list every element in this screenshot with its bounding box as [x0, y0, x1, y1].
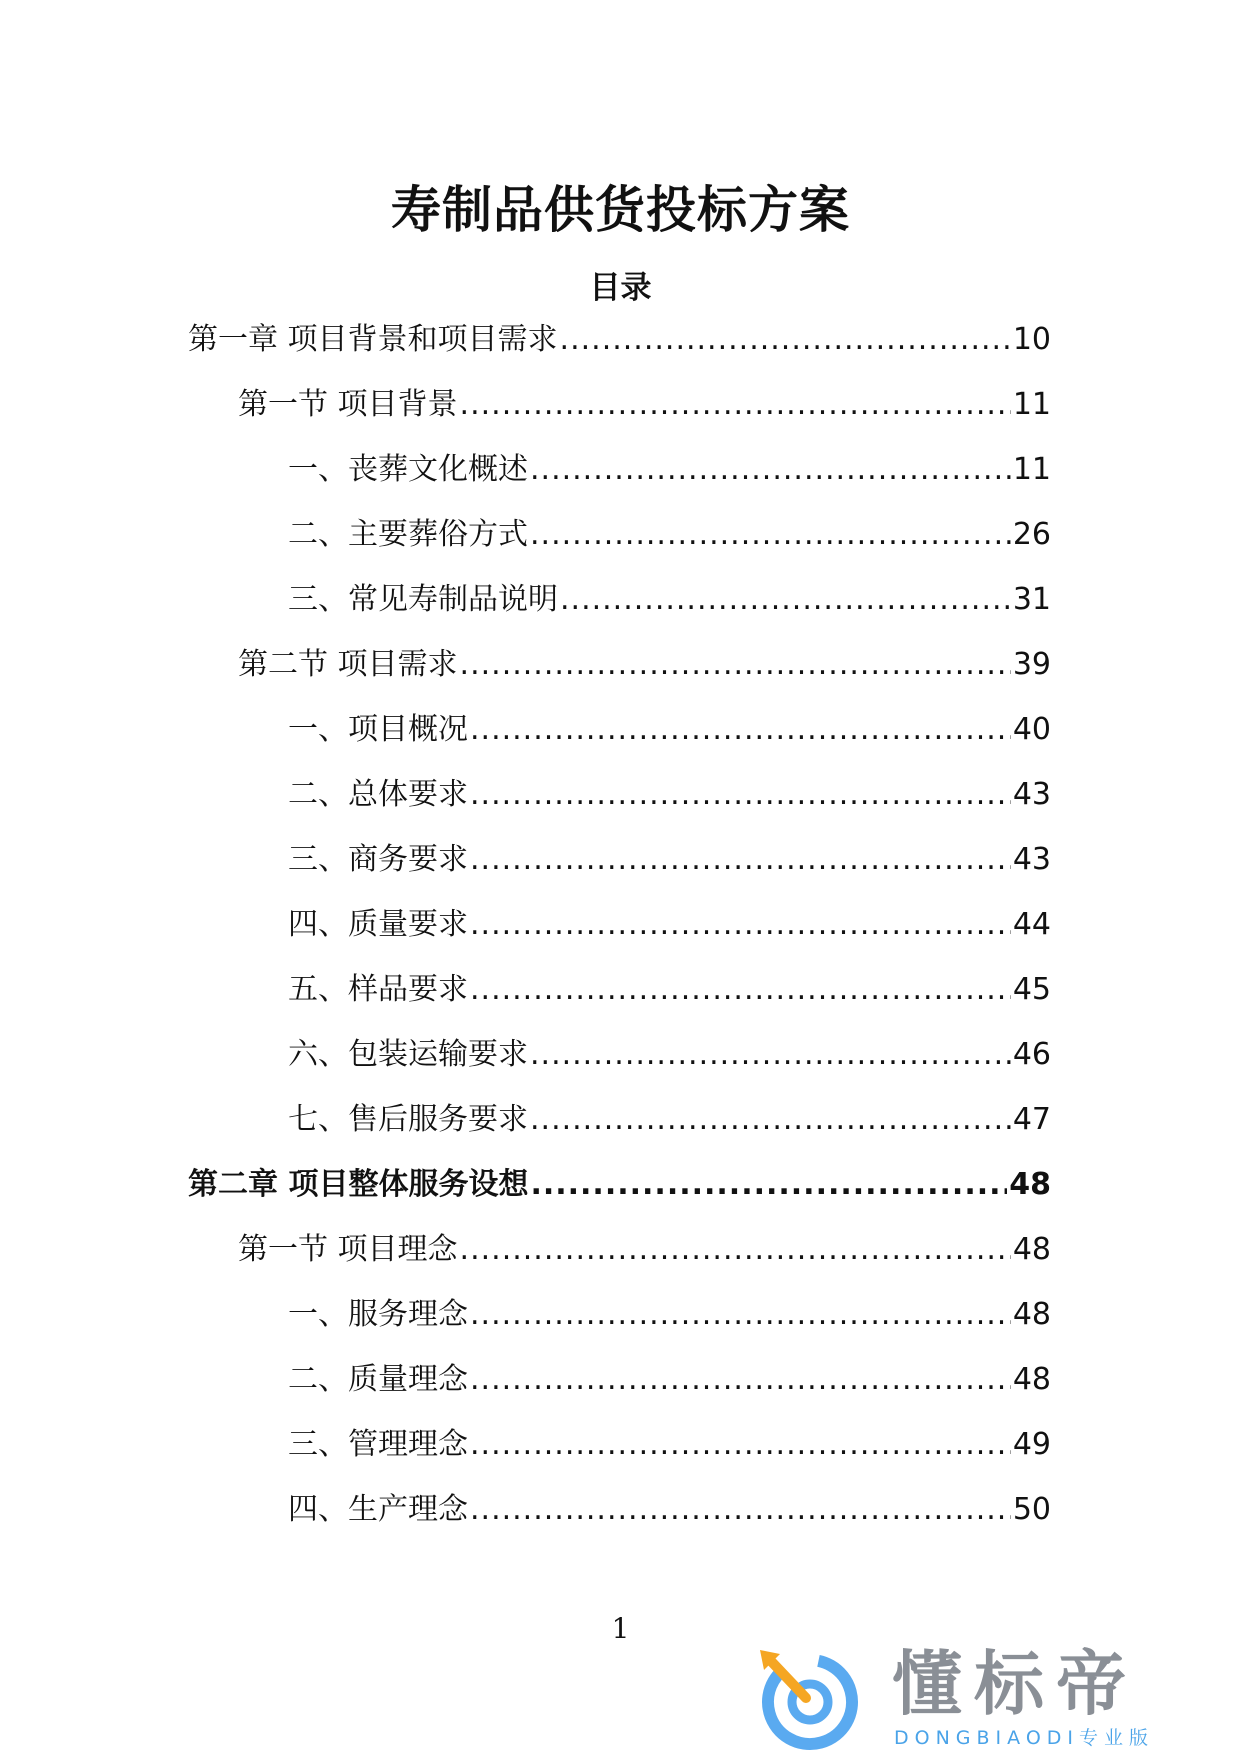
toc-entry-page: 26 — [1012, 517, 1051, 552]
toc-entry[interactable] — [188, 1163, 1051, 1207]
toc-entry[interactable] — [238, 1228, 1051, 1272]
toc-entry-title: 三、商务要求 — [288, 842, 468, 877]
toc-entry[interactable] — [288, 903, 1051, 947]
toc-entry-title: 一、服务理念 — [288, 1297, 468, 1332]
toc-dot-leader — [470, 968, 1011, 1012]
toc-entry-page: 11 — [1012, 387, 1051, 422]
toc-entry-page: 40 — [1012, 712, 1051, 747]
toc-entry-title: 第二节 项目需求 — [238, 647, 458, 682]
toc-dot-leader — [460, 383, 1011, 427]
toc-dot-leader — [470, 1358, 1011, 1402]
toc-entry[interactable] — [238, 383, 1051, 427]
toc-dot-leader — [530, 513, 1011, 557]
toc-entry-title: 六、包装运输要求 — [288, 1037, 528, 1072]
toc-entry-title: 二、总体要求 — [288, 777, 468, 812]
toc-entry-title: 第一节 项目背景 — [238, 387, 458, 422]
toc-entry-page: 31 — [1012, 582, 1051, 617]
toc-entry-page: 48 — [1012, 1362, 1051, 1397]
toc-dot-leader — [530, 1098, 1011, 1142]
toc-dot-leader — [530, 448, 1011, 492]
toc-dot-leader — [470, 773, 1011, 817]
toc-entry-page: 48 — [1012, 1232, 1051, 1267]
toc-dot-leader — [560, 578, 1011, 622]
toc-entry-title: 三、常见寿制品说明 — [288, 582, 558, 617]
watermark — [742, 1640, 1241, 1754]
toc-entry[interactable] — [288, 448, 1051, 492]
toc-entry-page: 49 — [1012, 1427, 1051, 1462]
toc-entry-title: 七、售后服务要求 — [288, 1102, 528, 1137]
toc-entry[interactable] — [288, 708, 1051, 752]
toc-entry[interactable] — [288, 1098, 1051, 1142]
toc-entry[interactable] — [188, 318, 1051, 362]
target-arrow-icon — [750, 1640, 862, 1752]
toc-dot-leader — [470, 708, 1011, 752]
toc-entry-title: 五、样品要求 — [288, 972, 468, 1007]
toc-dot-leader — [530, 1163, 1007, 1207]
toc-entry-page: 45 — [1012, 972, 1051, 1007]
toc-dot-leader — [470, 1423, 1011, 1467]
toc-entry-page: 43 — [1012, 842, 1051, 877]
toc-entry-title: 一、项目概况 — [288, 712, 468, 747]
toc-entry[interactable] — [288, 1488, 1051, 1532]
toc-entry[interactable] — [288, 968, 1051, 1012]
toc-entry-page: 11 — [1012, 452, 1051, 487]
toc-dot-leader — [560, 318, 1011, 362]
toc-entry-title: 二、主要葬俗方式 — [288, 517, 528, 552]
toc-entry[interactable] — [288, 1358, 1051, 1402]
toc-dot-leader — [470, 903, 1011, 947]
toc-dot-leader — [460, 643, 1011, 687]
toc-entry-title: 第一章 项目背景和项目需求 — [188, 322, 558, 357]
toc-dot-leader — [460, 1228, 1011, 1272]
toc-entry-title: 四、质量要求 — [288, 907, 468, 942]
toc-dot-leader — [470, 1488, 1011, 1532]
toc-entry-title: 第一节 项目理念 — [238, 1232, 458, 1267]
watermark-brand: 懂标帝 — [892, 1643, 1138, 1725]
document-title: 寿制品供货投标方案 — [391, 181, 850, 239]
toc-entry[interactable] — [288, 1423, 1051, 1467]
watermark-subtitle: DONGBIAODI专业版 — [894, 1727, 1155, 1749]
toc-entry-page: 44 — [1012, 907, 1051, 942]
toc-entry-title: 一、丧葬文化概述 — [288, 452, 528, 487]
toc-entry[interactable] — [288, 1033, 1051, 1077]
toc-entry-page: 48 — [1009, 1167, 1051, 1202]
toc-dot-leader — [470, 838, 1011, 882]
toc-dot-leader — [530, 1033, 1011, 1077]
toc-entry[interactable] — [288, 838, 1051, 882]
toc-entry[interactable] — [288, 513, 1051, 557]
toc-entry-page: 39 — [1012, 647, 1051, 682]
page-number: 1 — [611, 1612, 630, 1645]
toc-entry-page: 48 — [1012, 1297, 1051, 1332]
toc-entry-title: 三、管理理念 — [288, 1427, 468, 1462]
toc-entry-page: 43 — [1012, 777, 1051, 812]
toc-entry[interactable] — [288, 1293, 1051, 1337]
toc-entry-title: 第二章 项目整体服务设想 — [188, 1167, 529, 1202]
toc-entry-page: 46 — [1012, 1037, 1051, 1072]
toc-dot-leader — [470, 1293, 1011, 1337]
toc-entry-page: 10 — [1012, 322, 1051, 357]
toc-entry[interactable] — [238, 643, 1051, 687]
toc-entry-title: 二、质量理念 — [288, 1362, 468, 1397]
toc-entry[interactable] — [288, 773, 1051, 817]
toc-heading: 目录 — [589, 270, 652, 306]
toc-entry[interactable] — [288, 578, 1051, 622]
toc-entry-page: 50 — [1012, 1492, 1051, 1527]
toc-entry-title: 四、生产理念 — [288, 1492, 468, 1527]
toc-entry-page: 47 — [1012, 1102, 1051, 1137]
